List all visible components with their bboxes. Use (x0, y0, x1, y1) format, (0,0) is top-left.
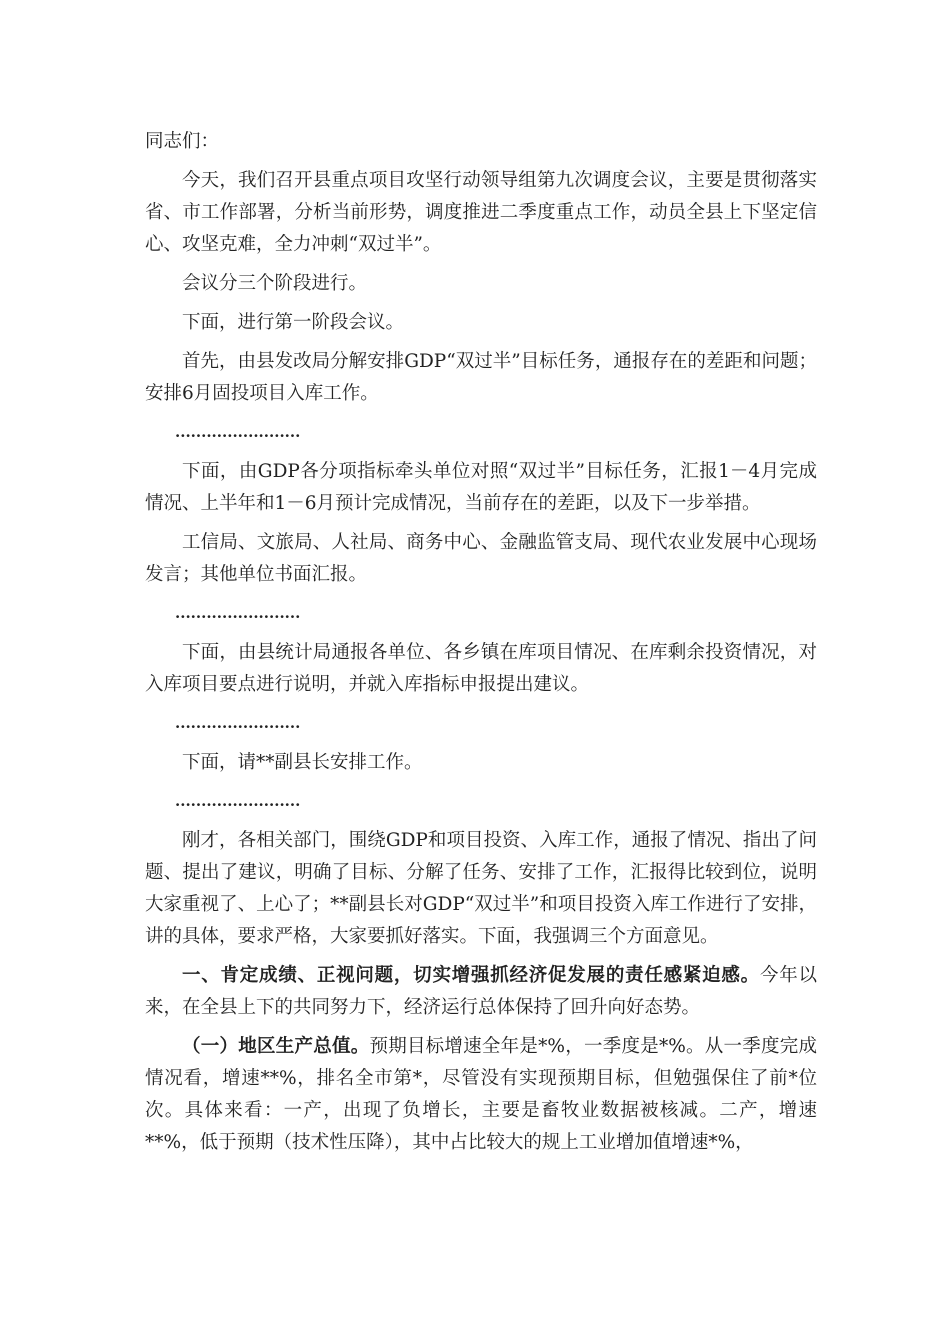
greeting: 同志们： (145, 131, 220, 152)
section-one-text: 今年以来，在全县上下的共同努力下，经济运行总体保持了回升向好态势。 (145, 965, 817, 1018)
paragraph-development-bureau: 首先，由县发改局分解安排GDP“双过半”目标任务，通报存在的差距和问题；安排6月固投项目入库工作。 (145, 351, 817, 404)
ellipsis-separator: ........................ (175, 714, 301, 732)
paragraph-first-stage: 下面，进行第一阶段会议。 (182, 312, 405, 333)
ellipsis-separator: ........................ (175, 792, 301, 810)
paragraph-gdp-units: 下面，由GDP各分项指标牵头单位对照“双过半”目标任务，汇报1－4月完成情况、上半年和1－6月预计完成情况，当前存在的差距，以及下一步举措。 (145, 461, 817, 514)
paragraph-section-one (145, 960, 817, 1024)
paragraph-deputy-magistrate: 下面，请**副县长安排工作。 (182, 752, 423, 773)
paragraph-statistics-bureau: 下面，由县统计局通报各单位、各乡镇在库项目情况、在库剩余投资情况，对入库项目要点进行说明，并就入库指标申报提出建议。 (145, 642, 817, 695)
paragraph-speakers: 工信局、文旅局、人社局、商务中心、金融监管支局、现代农业发展中心现场发言；其他单位书面汇报。 (145, 532, 817, 585)
gdp-heading: （一）地区生产总值。 (182, 1036, 370, 1057)
document-body (145, 126, 817, 1166)
paragraph-gdp (145, 1031, 817, 1159)
paragraph-summary: 刚才，各相关部门，围绕GDP和项目投资、入库工作，通报了情况、指出了问题、提出了建议，明确了目标、分解了任务、安排了工作，汇报得比较到位，说明大家重视了、上心了；**副县长对GDP“双过半”和项目投资入库工作进行了安排，讲的具体，要求严格，大家要抓好落实。下面，我强调三个方面意见。 (145, 830, 817, 947)
ellipsis-separator: ........................ (175, 604, 301, 622)
section-one-heading: 一、肯定成绩、正视问题，切实增强抓经济促发展的责任感紧迫感。 (182, 965, 760, 986)
paragraph-stages: 会议分三个阶段进行。 (182, 273, 368, 294)
gdp-text: 预期目标增速全年是*%，一季度是*%。从一季度完成情况看，增速**%，排名全市第*，尽管没有实现预期目标，但勉强保住了前*位次。具体来看：一产，出现了负增长，主要是畜牧业数据被核减。二产，增速**%，低于预期（技术性压降），其中占比较大的规上工业增加值增速*%， (145, 1036, 817, 1153)
ellipsis-separator: ........................ (175, 423, 301, 441)
paragraph-opening: 今天，我们召开县重点项目攻坚行动领导组第九次调度会议，主要是贯彻落实省、市工作部署，分析当前形势，调度推进二季度重点工作，动员全县上下坚定信心、攻坚克难，全力冲刺“双过半”。 (145, 170, 817, 255)
